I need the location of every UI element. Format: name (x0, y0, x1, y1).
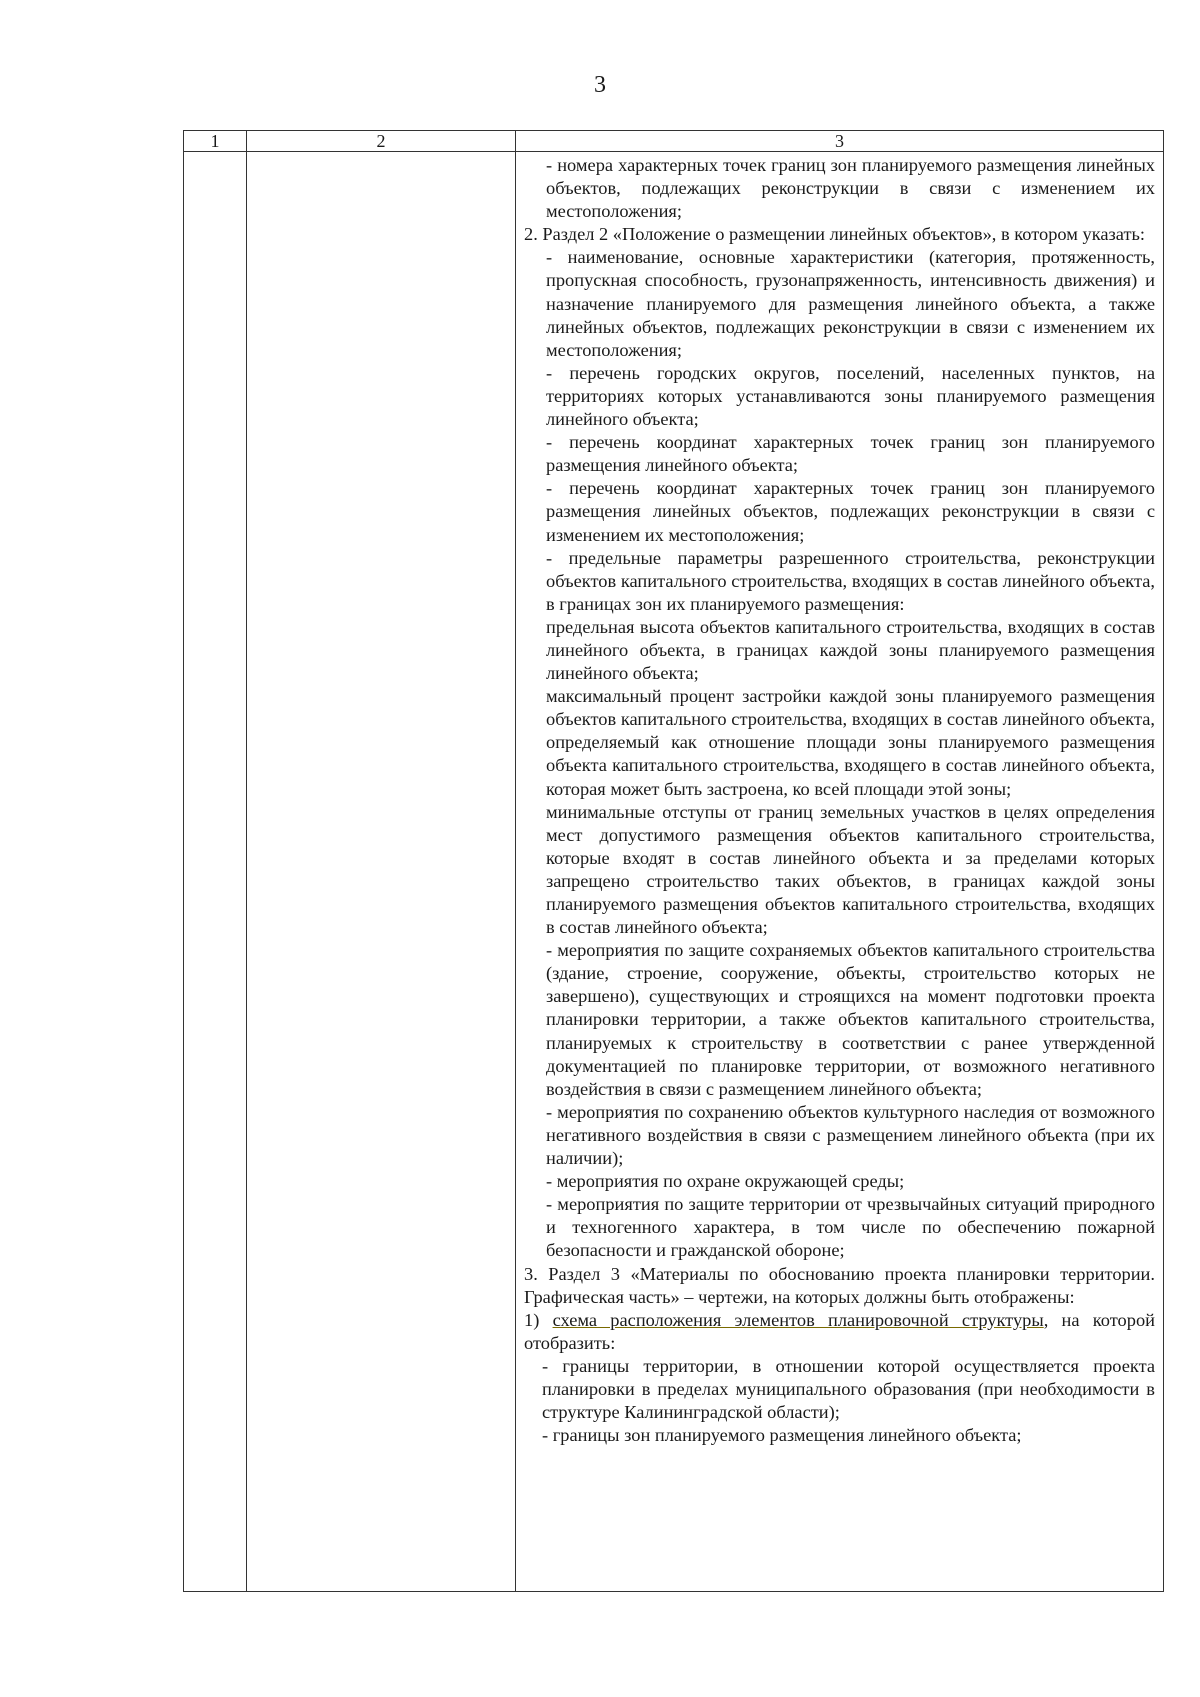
scheme-paragraph (524, 1309, 1155, 1355)
paragraph: - мероприятия по защите территории от чрезвычайных ситуаций природного и техногенного характера, в том числе по обеспечению пожарной безопасности и гражданской обороне; (546, 1194, 1155, 1261)
paragraph-list (524, 154, 1155, 1309)
table-row (184, 152, 1164, 1592)
requirements-table (183, 130, 1164, 1592)
paragraph: - перечень координат характерных точек границ зон планируемого размещения линейного объекта; (546, 432, 1155, 476)
scheme-suffix: , на которой отобразить: (524, 1309, 1155, 1353)
paragraph: - мероприятия по охране окружающей среды; (546, 1171, 905, 1192)
header-col-1: 1 (184, 131, 247, 152)
paragraph: 3. Раздел 3 «Материалы по обоснованию проекта планировки территории. Графическая часть» – чертежи, на которых должны быть отображены: (524, 1263, 1155, 1307)
paragraph: - мероприятия по сохранению объектов культурного наследия от возможного негативного воздействия в связи с размещением линейного объекта (при их наличии); (546, 1101, 1155, 1169)
paragraph: - номера характерных точек границ зон планируемого размещения линейных объектов, подлежащих реконструкции в связи с изменением их местоположения; (546, 155, 1155, 222)
paragraph: - границы территории, в отношении которой осуществляется проекта планировки в пределах муниципального образования (при необходимости в структуре Калининградской области); (542, 1355, 1155, 1423)
scheme-underlined-text: схема расположения элементов планировочной структуры (552, 1309, 1044, 1330)
scheme-prefix: 1) (524, 1309, 553, 1330)
paragraph: - перечень координат характерных точек границ зон планируемого размещения линейных объектов, подлежащих реконструкции в связи с изменением их местоположения; (546, 478, 1155, 545)
page-number: 3 (594, 72, 606, 98)
table-header-row (184, 131, 1164, 152)
cell-col-2 (247, 152, 516, 1592)
header-col-2: 2 (247, 131, 516, 152)
cell-col-1 (184, 152, 247, 1592)
paragraph: - наименование, основные характеристики (категория, протяженность, пропускная способность, грузонапряженность, интенсивность движения) и назначение планируемого для размещения линейного объекта, а также линейных объектов, подлежащих реконструкции в связи с изменением их местоположения; (546, 247, 1155, 360)
header-col-3: 3 (516, 131, 1164, 152)
paragraph: - перечень городских округов, поселений, населенных пунктов, на территориях которых устанавливаются зоны планируемого размещения линейного объекта; (546, 362, 1155, 430)
paragraph-list-tail (524, 1355, 1155, 1447)
paragraph: - мероприятия по защите сохраняемых объектов капитального строительства (здание, строение, сооружение, объекты, строительство которых не завершено), существующих и строящихся на момент подготовки проекта планировки территории, а также объектов капитального строительства, планируемых к строительству в соответствии с ранее утвержденной документацией по планировке территории, от возможного негативного воздействия в связи с размещением линейного объекта; (546, 940, 1155, 1099)
paragraph: максимальный процент застройки каждой зоны планируемого размещения объектов капитального строительства, входящих в состав линейного объекта, определяемый как отношение площади зоны планируемого размещения объекта капитального строительства, входящего в состав линейного объекта, которая может быть застроена, ко всей площади этой зоны; (546, 686, 1155, 799)
paragraph: 2. Раздел 2 «Положение о размещении линейных объектов», в котором указать: (524, 224, 1145, 245)
paragraph: - границы зон планируемого размещения линейного объекта; (542, 1425, 1022, 1446)
cell-col-3 (516, 152, 1164, 1592)
cell-text (524, 154, 1155, 1447)
paragraph: - предельные параметры разрешенного строительства, реконструкции объектов капитального строительства, входящих в состав линейного объекта, в границах зон их планируемого размещения: (546, 547, 1155, 614)
paragraph: предельная высота объектов капитального строительства, входящих в состав линейного объекта, в границах каждой зоны планируемого размещения линейного объекта; (546, 616, 1155, 684)
paragraph: минимальные отступы от границ земельных участков в целях определения мест допустимого размещения объектов капитального строительства, которые входят в состав линейного объекта и за пределами которых запрещено строительство таких объектов, в границах каждой зоны планируемого размещения объектов капитального строительства, входящих в состав линейного объекта; (546, 801, 1155, 938)
